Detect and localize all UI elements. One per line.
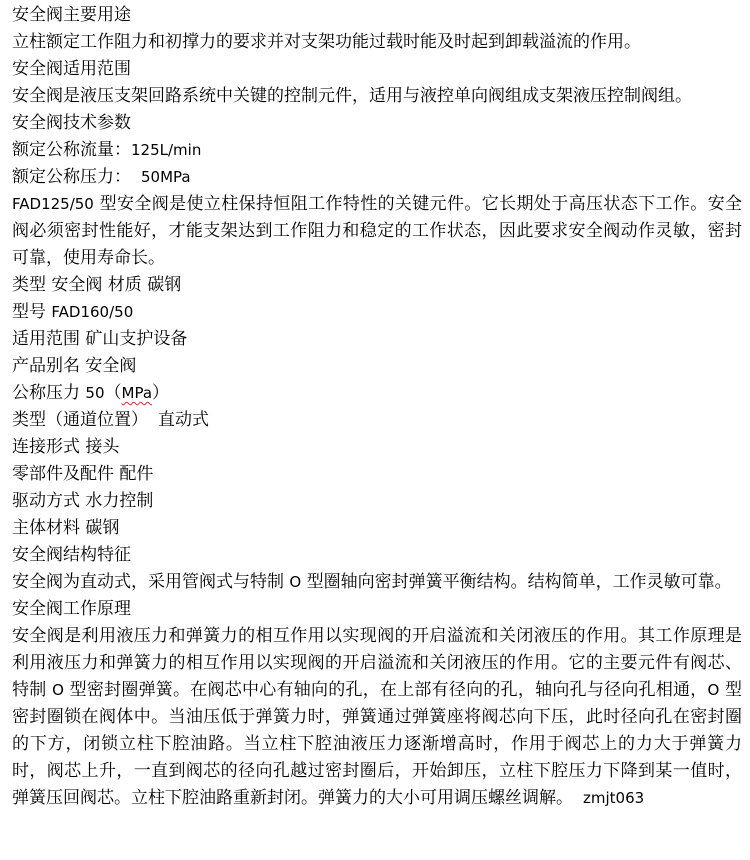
pressure-value: 50MPa bbox=[141, 168, 191, 186]
spec-drive-row bbox=[12, 488, 742, 515]
spec-connect-row bbox=[12, 434, 742, 461]
spec-drive-label: 驱动方式 bbox=[12, 491, 80, 511]
spec-pressure-close: ） bbox=[152, 383, 170, 403]
spec-connect-label: 连接形式 bbox=[12, 437, 80, 457]
spec-range-row bbox=[12, 326, 742, 353]
principle-text-a: 安全阀是利用液压力和弹簧力的相互作用以实现阀的开启溢流和关闭液压的作用。其工作原理是利用液压力和弹簧力的相互作用以实现阀的开启溢流和关闭液压的作用。它的主要元件有阀芯、特制 bbox=[12, 626, 742, 700]
spec-parts-row bbox=[12, 461, 742, 488]
principle-o-ring-1: O bbox=[52, 681, 64, 699]
spec-range-label: 适用范围 bbox=[12, 329, 80, 349]
spec-connect-value: 接头 bbox=[85, 437, 120, 457]
spec-pressure-open: （ bbox=[104, 383, 122, 403]
spec-material-value: 碳钢 bbox=[147, 275, 182, 295]
spec-pressure-label: 公称压力 bbox=[12, 383, 80, 403]
spec-type-label: 类型 bbox=[12, 275, 46, 295]
principle-o-ring-2: O bbox=[707, 681, 720, 699]
spec-range-value: 矿山支护设备 bbox=[85, 329, 188, 349]
scope-text: 安全阀是液压支架回路系统中关键的控制元件，适用与液控单向阀组成支架液压控制阀组。 bbox=[12, 86, 692, 106]
structure-text-b: 型圈轴向密封弹簧平衡结构。结构简单，工作灵敏可靠。 bbox=[301, 572, 732, 592]
spec-body-value: 碳钢 bbox=[85, 518, 120, 538]
heading-principle: 安全阀工作原理 bbox=[12, 599, 131, 619]
heading-scope: 安全阀适用范围 bbox=[12, 59, 131, 79]
flow-row bbox=[12, 137, 742, 164]
spec-model-label: 型号 bbox=[12, 302, 46, 322]
spec-material-label: 材质 bbox=[107, 275, 142, 295]
spec-pressure-unit: MPa bbox=[121, 384, 153, 402]
structure-o-ring: O bbox=[289, 573, 302, 591]
heading-structure: 安全阀结构特征 bbox=[12, 545, 131, 565]
flow-label: 额定公称流量： bbox=[12, 140, 131, 160]
heading-params: 安全阀技术参数 bbox=[12, 113, 131, 133]
spec-alias-label: 产品别名 bbox=[12, 356, 80, 376]
principle-paragraph bbox=[12, 623, 742, 812]
usage-text: 立柱额定工作阻力和初撑力的要求并对支架功能过载时能及时起到卸载溢流的作用。 bbox=[12, 32, 641, 52]
spec-parts-label: 零部件及配件 bbox=[12, 464, 114, 484]
spec-model-row bbox=[12, 299, 742, 326]
structure-paragraph bbox=[12, 569, 742, 596]
principle-text-b: 型密封圈弹簧。在阀芯中心有轴向的孔，在上部有径向的孔，轴向孔与径向孔相通， bbox=[63, 680, 708, 700]
spec-channel-row bbox=[12, 407, 742, 434]
principle-code: zmjt063 bbox=[583, 789, 645, 807]
spec-model-value: FAD160/50 bbox=[51, 303, 134, 321]
principle-text-c: 型密封圈锁在阀体中。当油压低于弹簧力时，弹簧通过弹簧座将阀芯向下压，此时径向孔在密封圈的下方，闭锁立柱下腔油路。当立柱下腔油液压力逐渐增高时，作用于阀芯上的力大于弹簧力时，阀芯上升，一直到阀芯的径向孔越过密封圈后，开始卸压，立柱下腔压力下降到某一值时，弹簧压回阀芯。立柱下腔油路重新封闭。弹簧力的大小可用调压螺丝调解。 bbox=[12, 680, 743, 808]
spec-type-row bbox=[12, 272, 742, 299]
spec-pressure-row bbox=[12, 380, 742, 407]
intro-text: 型安全阀是使立柱保持恒阻工作特性的关键元件。它长期处于高压状态下工作。安全阀必须密封性能好，才能支架达到工作阻力和稳定的工作状态，因此要求安全阀动作灵敏，密封可靠，使用寿命长。 bbox=[12, 194, 742, 268]
intro-model: FAD125/50 bbox=[12, 195, 94, 213]
spec-pressure-num: 50 bbox=[85, 384, 105, 402]
spec-body-label: 主体材料 bbox=[12, 518, 80, 538]
spec-drive-value: 水力控制 bbox=[85, 491, 154, 511]
flow-value: 125L/min bbox=[131, 141, 202, 159]
spec-channel-value: 直动式 bbox=[158, 410, 209, 430]
spec-alias-value: 安全阀 bbox=[85, 356, 137, 376]
structure-text-a: 安全阀为直动式，采用管阀式与特制 bbox=[12, 572, 290, 592]
spec-channel-label: 类型（通道位置） bbox=[12, 410, 148, 430]
heading-usage: 安全阀主要用途 bbox=[12, 5, 131, 25]
pressure-label: 额定公称压力： bbox=[12, 167, 131, 187]
spec-alias-row bbox=[12, 353, 742, 380]
pressure-row bbox=[12, 164, 742, 191]
intro-paragraph bbox=[12, 191, 742, 272]
spec-body-row bbox=[12, 515, 742, 542]
spec-type-value: 安全阀 bbox=[51, 275, 103, 295]
spec-parts-value: 配件 bbox=[119, 464, 154, 484]
